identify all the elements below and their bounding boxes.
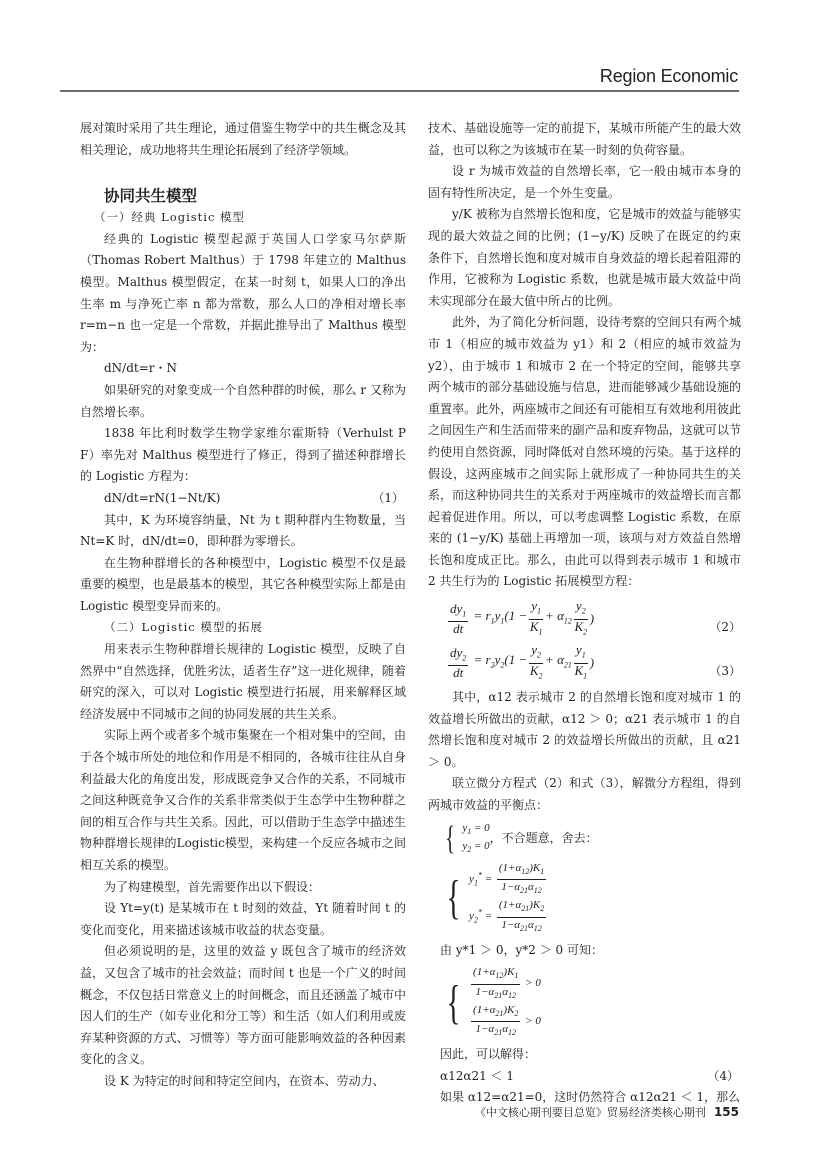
fraction: $\frac{dy_2}{dt}$	[450, 644, 467, 681]
equation-number: （4）	[707, 1068, 739, 1083]
paragraph: 用来表示生物种群增长规律的 Logistic 模型，反映了自然界中“自然选择，优胜劣汰，适者生存”这一进化规律，随着研究的深入，可以对 Logistic 模型进行拓展，用来解释区域经济发展中不同城市之间的协同发展的共生关系。	[80, 642, 406, 721]
nontrivial-equilibrium: { $y_1^*$ = $\frac{(1+\alpha_{12})K_1}{1-\alpha_{21}\alpha_{12}}$ $y_2^*$ = $\frac{(1+\alpha_{21})K_2}{1-\alpha_{21}\alpha_{12}}$	[446, 862, 545, 933]
fraction: $\frac{y_1}{K_1}$	[529, 597, 543, 637]
paragraph: 实际上两个或者多个城市集聚在一个相对集中的空间，由于各个城市所处的地位和作用是不相同的，各城市往往从自身利益最大化的角度出发，形成既竞争又合作的关系，不同城市之间这种既竞争又合作的关系非常类似于生态学中生物种群之间的相互合作与共生关系。因此，可以借助于生态学中描述生物种群增长规律的Logistic模型，来构建一个反应各城市之间相互关系的模型。	[80, 728, 406, 872]
section-title: 协同共生模型	[104, 187, 198, 206]
paragraph: 经典的 Logistic 模型起源于英国人口学家马尔萨斯（Thomas Robert Malthus）于 1798 年建立的 Malthus 模型。Malthus 模型假定，在某一时刻 t，如果人口的净出生率 m 与净死亡率 n 都为常数，那么人口的净相对增长率 r=m−n 也一定是一个常数，并据此推导出了 Malthus 模型为：	[80, 231, 406, 354]
paragraph: 设 r 为城市效益的自然增长率，它一般由城市本身的固有特性所决定，是一个外生变量。	[428, 164, 741, 200]
equation-number: （2）	[709, 620, 741, 635]
paragraph: 联立微分方程式（2）和式（3），解微分方程组，得到两城市效益的平衡点：	[428, 776, 741, 813]
positivity-conditions: { $\frac{(1+\alpha_{12})K_1}{1-\alpha_{21}\alpha_{12}}$ > 0 $\frac{(1+\alpha_{21})K_2}{1-\alpha_{21}\alpha_{12}}$ > 0	[446, 966, 541, 1038]
left-brace: {	[446, 975, 461, 1029]
subsection-title-1: （一）经典 Logistic 模型	[94, 210, 246, 225]
right-column	[428, 118, 741, 1109]
equation-2: $\frac{dy_1}{dt}$ = $r_1y_1(1$ − $\frac{y_1}{K_1}$ + $\alpha_{12}$ $\frac{y_2}{K_2}$ ) （2）	[428, 599, 741, 639]
paragraph: 但必须说明的是，这里的效益 y 既包含了城市的经济效益，又包含了城市的社会效益；而时间 t 也是一个广义的时间概念，不仅包括日常意义上的时间概念，而且还涵盖了城市中因人们的生产（如专业化和分工等）和生活（如人们利用或废弃某种资源的方式、习惯等）等方面可能影响效益的各种因素变化的含义。	[80, 944, 406, 1067]
fraction: $\frac{y_2}{K_2}$	[574, 597, 588, 637]
header-rule	[60, 90, 739, 92]
paragraph: 为了构建模型，首先需要作出以下假设：	[104, 879, 321, 894]
paragraph: 在生物种群增长的各种模型中，Logistic 模型不仅是最重要的模型，也是最基本的模型，其它各种模型实际上都是由 Logistic 模型变异而来的。	[80, 555, 406, 613]
paragraph: 其中，α12 表示城市 2 的自然增长饱和度对城市 1 的效益增长所做出的贡献，α12 ＞ 0；α21 表示城市 1 的自然增长饱和度对城市 2 的效益增长所做出的贡献，且 α21 ＞ 0。	[428, 690, 741, 769]
page-footer	[475, 1104, 739, 1120]
left-brace: {	[445, 819, 456, 857]
equation-1	[80, 488, 406, 510]
fraction: $\frac{y_1}{K_1}$	[574, 641, 588, 681]
fraction: $\frac{y_2}{K_2}$	[529, 641, 543, 681]
paragraph: 设 K 为特定的时间和特定空间内，在资本、劳动力、	[104, 1073, 385, 1088]
fraction: $\frac{dy_1}{dt}$	[450, 600, 467, 637]
paragraph: 如果研究的对象变成一个自然种群的时候，那么 r 又称为自然增长率。	[80, 382, 406, 419]
equation-text: dN/dt=rN(1−Nt/K)	[104, 490, 221, 505]
trivial-equilibrium: { $y_1 = 0$ $y_2 = 0$ ，不合题意，舍去：	[445, 819, 598, 857]
paragraph: 因此，可以解得：	[440, 1047, 537, 1062]
equation-number: （3）	[709, 664, 741, 679]
left-column	[80, 118, 406, 1093]
equation-malthus	[80, 358, 406, 380]
equation-3: $\frac{dy_2}{dt}$ = $r_2y_2(1$ − $\frac{y_2}{K_2}$ + $\alpha_{21}$ $\frac{y_1}{K_1}$ ) （3）	[428, 643, 741, 683]
intro-paragraph: 展对策时采用了共生理论，通过借鉴生物学中的共生概念及其相关理论，成功地将共生理论拓展到了经济学领域。	[80, 121, 406, 157]
paragraph: y/K 被称为自然增长饱和度，它是城市的效益与能够实现的最大效益之间的比例；(1−y/K) 反映了在既定的约束条件下，自然增长饱和度对城市自身效益的增长起着阻滞的作用，它被称为 Logistic 系数，也就是城市最大效益中尚未实现部分在最大值中所占的比例。	[428, 207, 741, 308]
page-number: 155	[713, 1105, 739, 1119]
left-brace: {	[446, 871, 461, 925]
subsection-title-2: （二）Logistic 模型的拓展	[104, 620, 263, 635]
equation-text: dN/dt=r・N	[104, 361, 178, 376]
paragraph: 设 Yt=y(t) 是某城市在 t 时刻的效益，Yt 随着时间 t 的变化而变化，用来描述该城市收益的状态变量。	[80, 901, 406, 937]
paragraph: 由 y*1 ＞ 0，y*2 ＞ 0 可知：	[440, 942, 603, 957]
equation-4	[428, 1066, 741, 1088]
running-header-title: Region Economic	[599, 66, 738, 86]
reject-note: ，不合题意，舍去：	[489, 831, 598, 846]
paragraph: 如果 α12=α21=0，这时仍然符合 α12α21 ＜ 1，那么	[440, 1090, 741, 1105]
journal-name: 《中文核心期刊要目总览》贸易经济类核心期刊	[474, 1106, 706, 1119]
paragraph: 此外，为了简化分析问题，设待考察的空间只有两个城市 1（相应的城市效益为 y1）和 2（相应的城市效益为 y2），由于城市 1 和城市 2 在一个特定的空间，能够共享两个城市的部分基础设施与信息，进而能够减少基础设施的重置率。此外，两座城市之间还有可能相互有效地利用彼此之间因生产和生活而带来的副产品和废弃物品，这就可以节约使用自然资源，同时降低对自然环境的污染。基于这样的假设，这两座城市之间实际上就形成了一种协同共生的关系，而这种协同共生的关系对于两座城市的效益增长而言都起着促进作用。所以，可以考虑调整 Logistic 系数，在原来的 (1−y/K) 基础上再增加一项，该项与对方效益自然增长饱和度成正比。那么，由此可以得到表示城市 1 和城市 2 共生行为的 Logistic 拓展模型方程：	[428, 315, 741, 589]
paragraph: 其中，K 为环境容纳量，Nt 为 t 期种群内生物数量，当 Nt=K 时，dN/dt=0，即种群为零增长。	[80, 512, 406, 549]
paragraph: 技术、基础设施等一定的前提下，某城市所能产生的最大效益，也可以称之为该城市在某一时刻的负荷容量。	[428, 121, 741, 157]
paragraph: 1838 年比利时数学生物学家维尔霍斯特（Verhulst P F）率先对 Malthus 模型进行了修正，得到了描述种群增长的 Logistic 方程为：	[80, 426, 406, 484]
equation-number: （1）	[372, 490, 404, 505]
equation-text: α12α21 ＜ 1	[440, 1068, 515, 1083]
